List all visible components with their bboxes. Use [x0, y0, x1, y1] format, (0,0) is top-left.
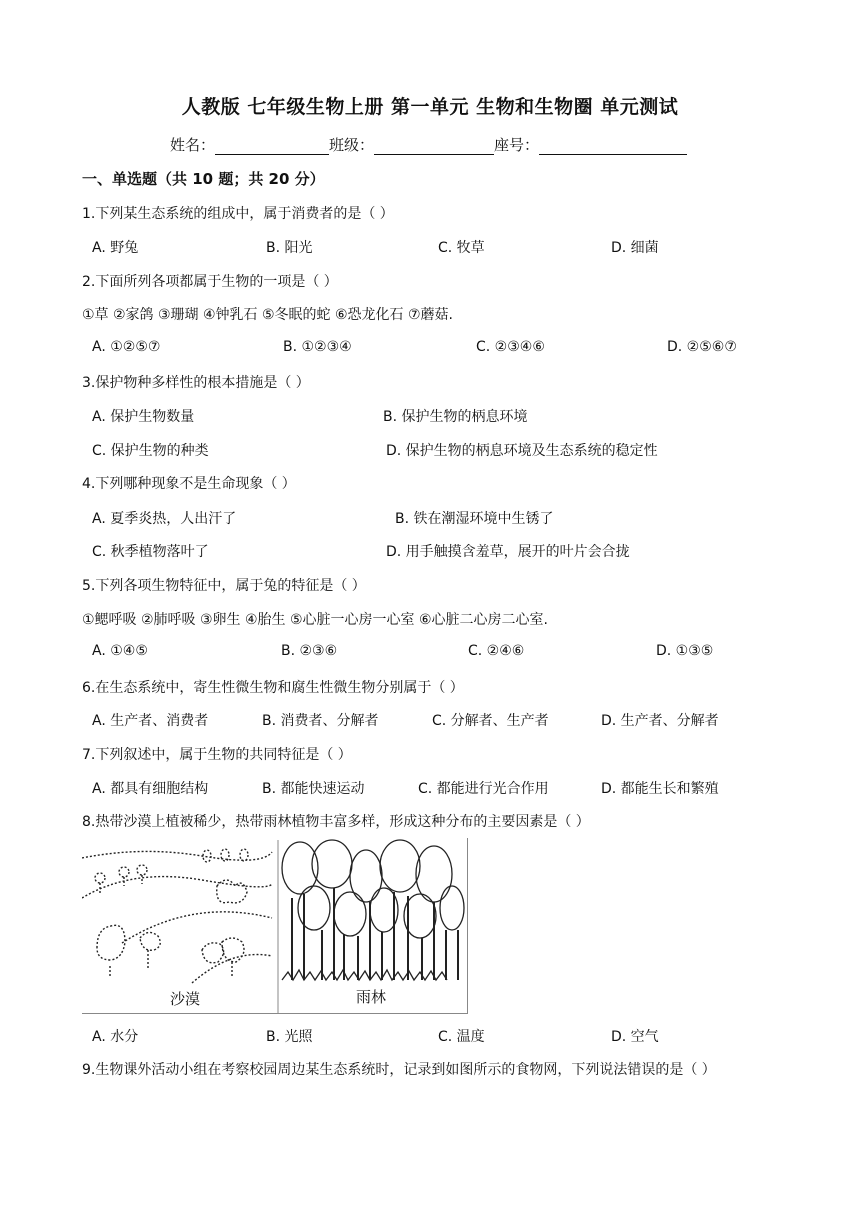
q7-option-a: A. 都具有细胞结构	[92, 781, 209, 797]
question-4-stem: 4.下列哪种现象不是生命现象（ ）	[82, 476, 296, 492]
q1-option-b: B. 阳光	[266, 240, 313, 256]
q7-option-d: D. 都能生长和繁殖	[601, 781, 719, 797]
question-5-stem: 5.下列各项生物特征中，属于兔的特征是（ ）	[82, 578, 366, 594]
q4-option-a: A. 夏季炎热，人出汗了	[92, 511, 237, 527]
page-title: 人教版 七年级生物上册 第一单元 生物和生物圈 单元测试	[181, 96, 679, 118]
q4-option-b: B. 铁在潮湿环境中生锈了	[395, 511, 554, 527]
class-label: 班级：	[329, 136, 375, 154]
question-2-items: ①草 ②家鸽 ③珊瑚 ④钟乳石 ⑤冬眠的蛇 ⑥恐龙化石 ⑦蘑菇.	[82, 307, 454, 323]
q8-option-d: D. 空气	[611, 1029, 659, 1045]
question-6-stem: 6.在生态系统中，寄生性微生物和腐生性微生物分别属于（ ）	[82, 680, 464, 696]
q2-option-c: C. ②③④⑥	[476, 339, 545, 355]
desert-label: 沙漠	[170, 990, 201, 1008]
rainforest-label: 雨林	[356, 988, 387, 1006]
q7-option-b: B. 都能快速运动	[262, 781, 365, 797]
class-blank[interactable]	[374, 140, 494, 155]
q5-option-a: A. ①④⑤	[92, 643, 148, 659]
q3-option-b: B. 保护生物的柄息环境	[383, 409, 528, 425]
q3-option-c: C. 保护生物的种类	[92, 443, 209, 459]
question-8-stem: 8.热带沙漠上植被稀少，热带雨林植物丰富多样，形成这种分布的主要因素是（ ）	[82, 814, 590, 830]
q8-option-a: A. 水分	[92, 1029, 139, 1045]
q1-option-a: A. 野兔	[92, 240, 139, 256]
q8-option-b: B. 光照	[266, 1029, 313, 1045]
q7-option-c: C. 都能进行光合作用	[418, 781, 549, 797]
question-2-stem: 2.下面所列各项都属于生物的一项是（ ）	[82, 274, 338, 290]
name-blank[interactable]	[215, 140, 329, 155]
q5-option-c: C. ②④⑥	[468, 643, 525, 659]
q5-option-d: D. ①③⑤	[656, 643, 714, 659]
q6-option-b: B. 消费者、分解者	[262, 713, 379, 729]
seat-blank[interactable]	[539, 140, 687, 155]
q1-option-d: D. 细菌	[611, 240, 659, 256]
q4-option-c: C. 秋季植物落叶了	[92, 544, 209, 560]
question-3-stem: 3.保护物种多样性的根本措施是（ ）	[82, 375, 310, 391]
q6-option-d: D. 生产者、分解者	[601, 713, 719, 729]
q5-option-b: B. ②③⑥	[281, 643, 338, 659]
q6-option-c: C. 分解者、生产者	[432, 713, 549, 729]
q2-option-b: B. ①②③④	[283, 339, 352, 355]
desert-rainforest-figure	[82, 838, 468, 1014]
q6-option-a: A. 生产者、消费者	[92, 713, 209, 729]
q2-option-d: D. ②⑤⑥⑦	[667, 339, 737, 355]
question-1-stem: 1.下列某生态系统的组成中，属于消费者的是（ ）	[82, 206, 394, 222]
desert-rainforest-illustration	[82, 838, 467, 1013]
q1-option-c: C. 牧草	[438, 240, 485, 256]
seat-label: 座号：	[494, 136, 540, 154]
q3-option-a: A. 保护生物数量	[92, 409, 195, 425]
q8-option-c: C. 温度	[438, 1029, 485, 1045]
name-label: 姓名：	[170, 136, 216, 154]
question-7-stem: 7.下列叙述中，属于生物的共同特征是（ ）	[82, 747, 352, 763]
q4-option-d: D. 用手触摸含羞草，展开的叶片会合拢	[386, 544, 630, 560]
question-9-stem: 9.生物课外活动小组在考察校园周边某生态系统时，记录到如图所示的食物网，下列说法错误的是（ ）	[82, 1062, 716, 1078]
q3-option-d: D. 保护生物的柄息环境及生态系统的稳定性	[386, 443, 658, 459]
q2-option-a: A. ①②⑤⑦	[92, 339, 161, 355]
student-info-line	[170, 134, 687, 155]
section-heading: 一、单选题（共 10 题；共 20 分）	[82, 170, 325, 188]
question-5-items: ①鳃呼吸 ②肺呼吸 ③卵生 ④胎生 ⑤心脏一心房一心室 ⑥心脏二心房二心室.	[82, 612, 549, 628]
